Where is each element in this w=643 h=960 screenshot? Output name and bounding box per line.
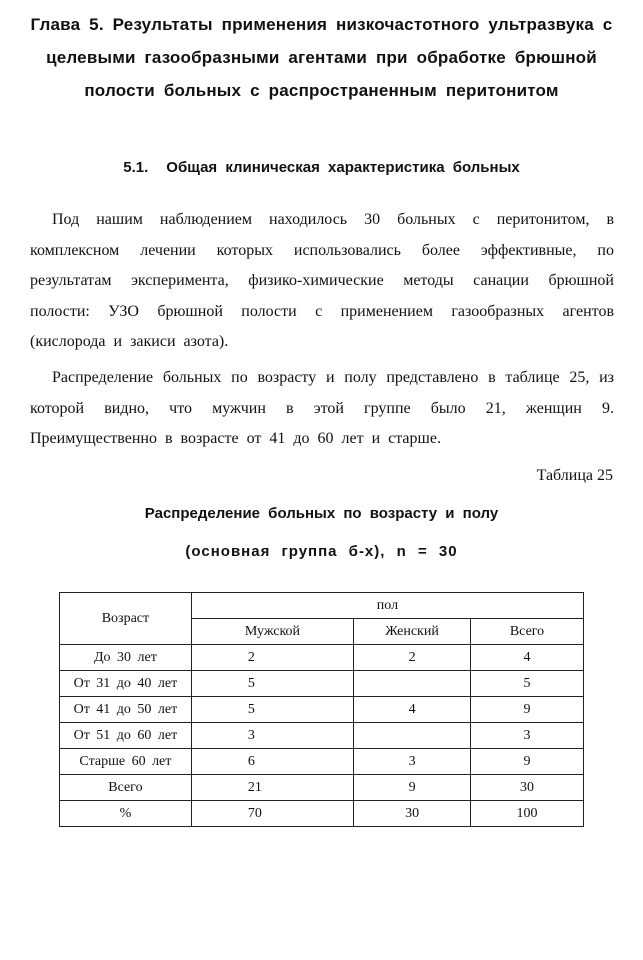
cell-age: До 30 лет bbox=[60, 645, 192, 671]
cell-total: 100 bbox=[471, 801, 584, 827]
table-row bbox=[60, 697, 584, 723]
cell-male: 3 bbox=[191, 723, 353, 749]
section-heading bbox=[0, 156, 643, 180]
cell-female: 4 bbox=[354, 697, 471, 723]
header-sex-group: пол bbox=[191, 593, 583, 619]
cell-male: 5 bbox=[191, 671, 353, 697]
cell-total: 9 bbox=[471, 697, 584, 723]
cell-male: 5 bbox=[191, 697, 353, 723]
cell-age: Старше 60 лет bbox=[60, 749, 192, 775]
cell-age: От 51 до 60 лет bbox=[60, 723, 192, 749]
header-male: Мужской bbox=[191, 619, 353, 645]
cell-female: 30 bbox=[354, 801, 471, 827]
table-row bbox=[60, 749, 584, 775]
header-age: Возраст bbox=[60, 593, 192, 645]
table-row bbox=[60, 645, 584, 671]
table-row bbox=[60, 723, 584, 749]
cell-female: 3 bbox=[354, 749, 471, 775]
section-number: 5.1. bbox=[123, 159, 149, 176]
table-title: Распределение больных по возрасту и полу bbox=[144, 505, 499, 522]
cell-total: 30 bbox=[471, 775, 584, 801]
header-female: Женский bbox=[354, 619, 471, 645]
cell-male: 70 bbox=[191, 801, 353, 827]
chapter-title: Глава 5. Результаты применения низкочастотного ультразвука с целевыми газообразными агентами при обработке брюшной полости больных с распространенным перитонитом bbox=[30, 15, 613, 100]
cell-female: 2 bbox=[354, 645, 471, 671]
paragraph: Распределение больных по возрасту и полу представлено в таблице 25, из которой видно, что мужчин в этой группе было 21, женщин 9. Преимущественно в возрасте от 41 до 60 лет и старше. bbox=[30, 369, 614, 447]
table-row-total bbox=[60, 775, 584, 801]
cell-total: 4 bbox=[471, 645, 584, 671]
cell-total: 3 bbox=[471, 723, 584, 749]
cell-age: От 31 до 40 лет bbox=[60, 671, 192, 697]
cell-male: 21 bbox=[191, 775, 353, 801]
cell-female bbox=[354, 671, 471, 697]
cell-age: Всего bbox=[60, 775, 192, 801]
header-total: Всего bbox=[471, 619, 584, 645]
table-row bbox=[60, 671, 584, 697]
table-row-percent bbox=[60, 801, 584, 827]
cell-age: % bbox=[60, 801, 192, 827]
table-subtitle: (основная группа б-х), n = 30 bbox=[185, 543, 458, 560]
section-title: Общая клиническая характеристика больных bbox=[166, 159, 520, 176]
data-table bbox=[59, 592, 584, 827]
cell-female: 9 bbox=[354, 775, 471, 801]
cell-female bbox=[354, 723, 471, 749]
cell-total: 5 bbox=[471, 671, 584, 697]
cell-total: 9 bbox=[471, 749, 584, 775]
cell-male: 6 bbox=[191, 749, 353, 775]
cell-male: 2 bbox=[191, 645, 353, 671]
table-number-label: Таблица 25 bbox=[536, 467, 613, 484]
paragraph: Под нашим наблюдением находилось 30 больных с перитонитом, в комплексном лечении которых использовались более эффективные, по результатам эксперимента, физико-химические методы санации брюшной полости: УЗО брюшной полости с применением газообразных агентов (кислорода и закиси азота). bbox=[30, 211, 614, 350]
cell-age: От 41 до 50 лет bbox=[60, 697, 192, 723]
table-header-row bbox=[60, 593, 584, 619]
